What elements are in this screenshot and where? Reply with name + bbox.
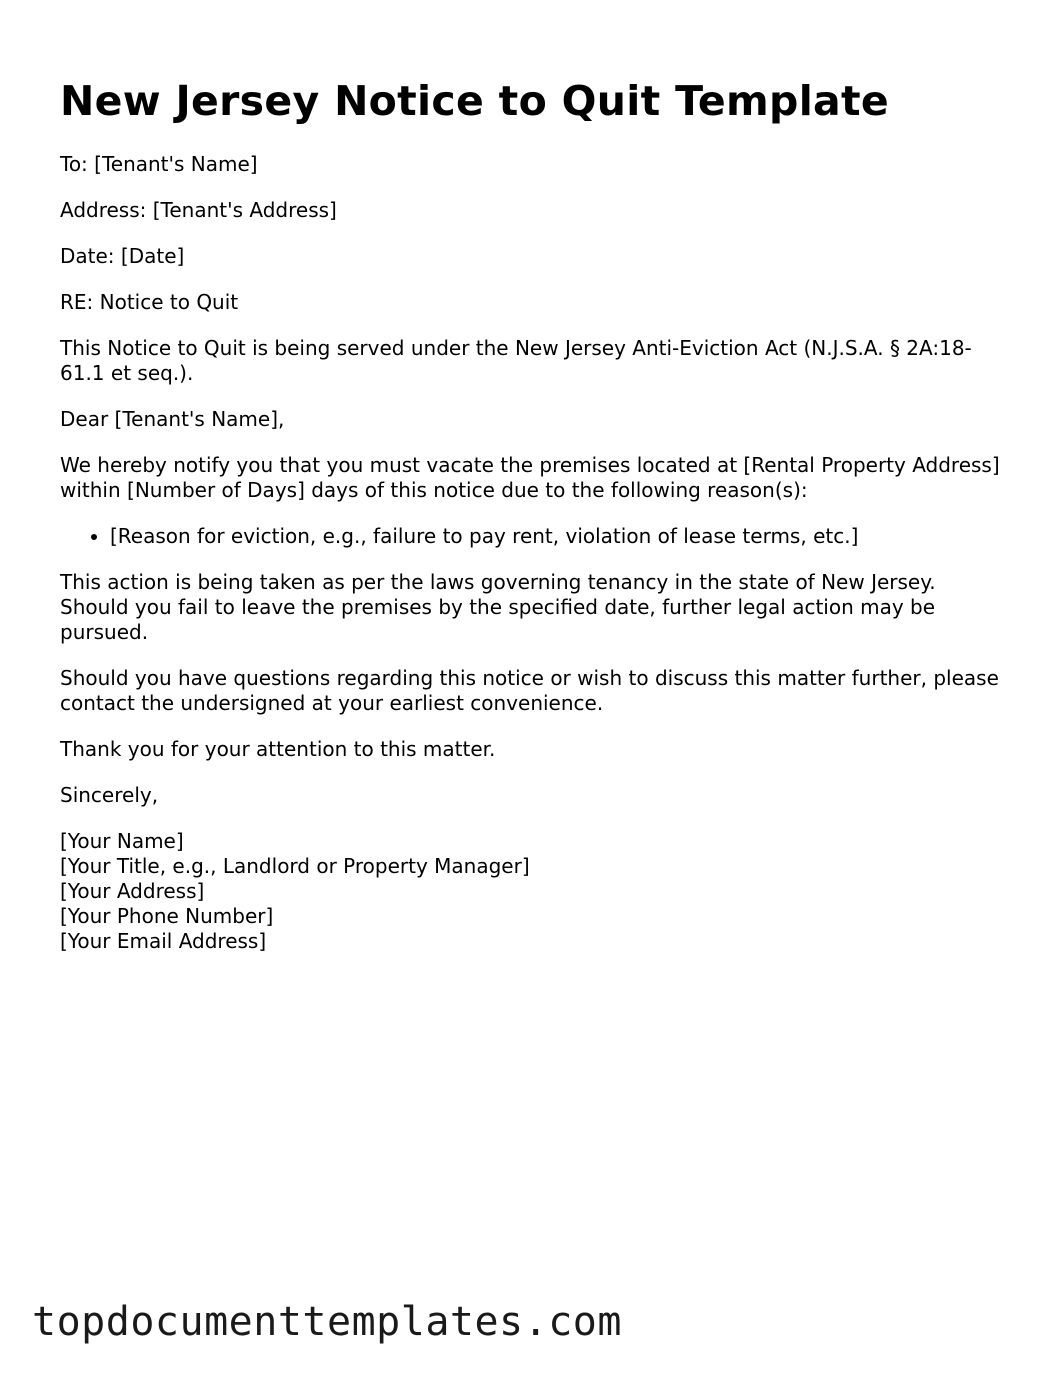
closing: Sincerely, [60, 783, 159, 807]
address-line: Address: [Tenant's Address] [60, 198, 337, 222]
reason-item: • [Reason for eviction, e.g., failure to pay rent, violation of lease terms, etc.] [110, 524, 1010, 549]
statute-paragraph: This Notice to Quit is being served under the New Jersey Anti-Eviction Act (N.J.S.A. § 2A:18-61.1 et seq.). [60, 336, 972, 385]
notify-paragraph: We hereby notify you that you must vacate the premises located at [Rental Property Address] within [Number of Days] days of this notice due to the following reason(s): [60, 453, 1000, 502]
document-title: New Jersey Notice to Quit Template [60, 77, 890, 125]
questions-paragraph: Should you have questions regarding this notice or wish to discuss this matter further, please contact the undersigned at your earliest convenience. [60, 666, 999, 715]
reasons-list [60, 524, 1010, 549]
date-line: Date: [Date] [60, 244, 185, 268]
watermark-text: topdocumenttemplates.com [32, 1299, 622, 1345]
re-line: RE: Notice to Quit [60, 290, 239, 314]
action-paragraph: This action is being taken as per the laws governing tenancy in the state of New Jersey. Should you fail to leave the premises by the specified date, further legal action may be pursued. [60, 570, 936, 644]
signature-name: [Your Name] [60, 829, 184, 853]
signature-block [60, 829, 1010, 954]
salutation: Dear [Tenant's Name], [60, 407, 285, 431]
signature-address: [Your Address] [60, 879, 205, 903]
signature-phone: [Your Phone Number] [60, 904, 274, 928]
signature-title: [Your Title, e.g., Landlord or Property Manager] [60, 854, 530, 878]
thanks-line: Thank you for your attention to this matter. [60, 737, 496, 761]
to-line: To: [Tenant's Name] [60, 152, 258, 176]
document-body [60, 152, 1010, 954]
signature-email: [Your Email Address] [60, 929, 267, 953]
